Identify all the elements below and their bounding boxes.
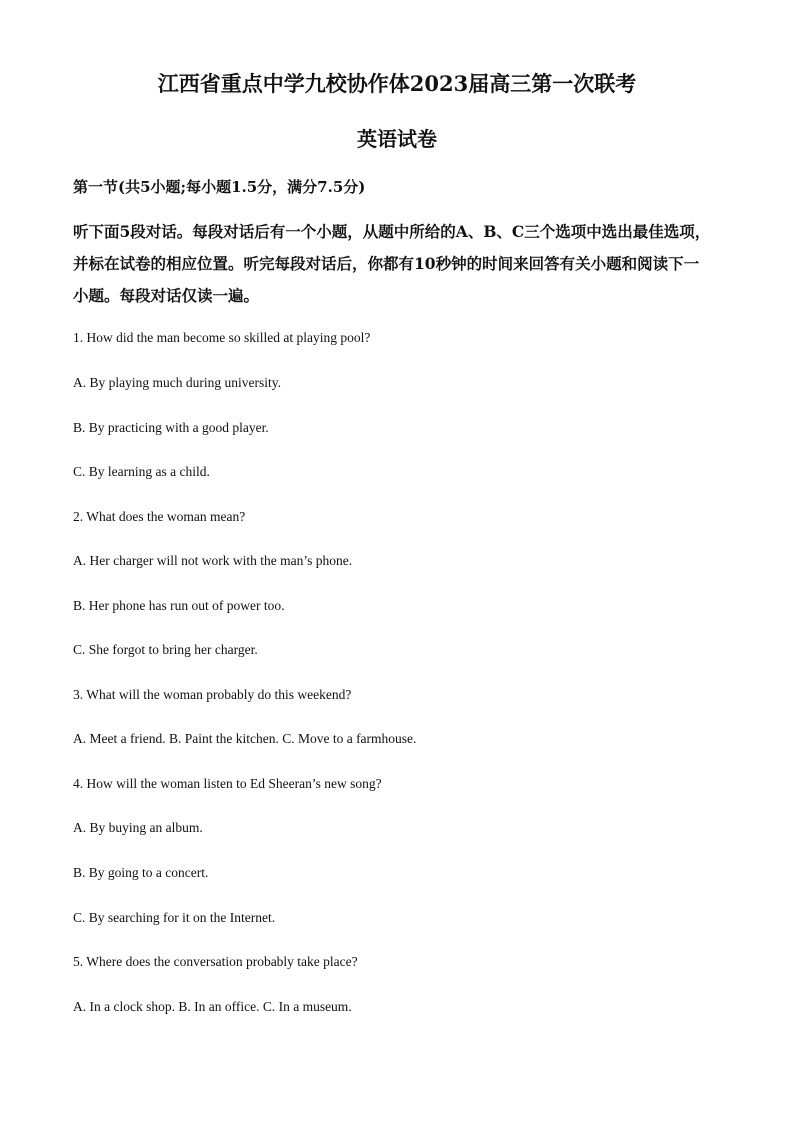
exam-title: 江西省重点中学九校协作体2023届高三第一次联考 bbox=[157, 71, 637, 96]
instruction-line: 小题。每段对话仅读一遍。 bbox=[73, 286, 260, 305]
option-line: C. By learning as a child. bbox=[73, 464, 210, 479]
question-4: 4. How will the woman listen to Ed Sheeran’s new song? bbox=[73, 776, 382, 791]
option-line: C. By searching for it on the Internet. bbox=[73, 910, 276, 925]
option-line: A. In a clock shop. B. In an office. C. In a museum. bbox=[73, 999, 352, 1014]
option-line: C. She forgot to bring her charger. bbox=[73, 642, 258, 657]
question-5: 5. Where does the conversation probably take place? bbox=[73, 954, 358, 969]
option-line: A. Her charger will not work with the man’s phone. bbox=[73, 553, 353, 568]
option-line: B. By practicing with a good player. bbox=[73, 420, 269, 435]
question-1: 1. How did the man become so skilled at playing pool? bbox=[73, 330, 371, 345]
question-2: 2. What does the woman mean? bbox=[73, 509, 246, 524]
option-line: A. By buying an album. bbox=[73, 820, 203, 835]
option-line: B. Her phone has run out of power too. bbox=[73, 598, 285, 613]
section-heading: 第一节(共5小题;每小题1.5分，满分7.5分) bbox=[73, 178, 366, 196]
exam-subtitle: 英语试卷 bbox=[357, 127, 437, 151]
option-line: B. By going to a concert. bbox=[73, 865, 209, 880]
question-3: 3. What will the woman probably do this weekend? bbox=[73, 687, 352, 702]
option-line: A. Meet a friend. B. Paint the kitchen. C. Move to a farmhouse. bbox=[73, 731, 417, 746]
option-line: A. By playing much during university. bbox=[73, 375, 281, 390]
instruction-line: 并标在试卷的相应位置。听完每段对话后，你都有10秒钟的时间来回答有关小题和阅读下一 bbox=[73, 254, 700, 273]
instruction-line: 听下面5段对话。每段对话后有一个小题，从题中所给的A、B、C三个选项中选出最佳选项， bbox=[73, 222, 711, 241]
